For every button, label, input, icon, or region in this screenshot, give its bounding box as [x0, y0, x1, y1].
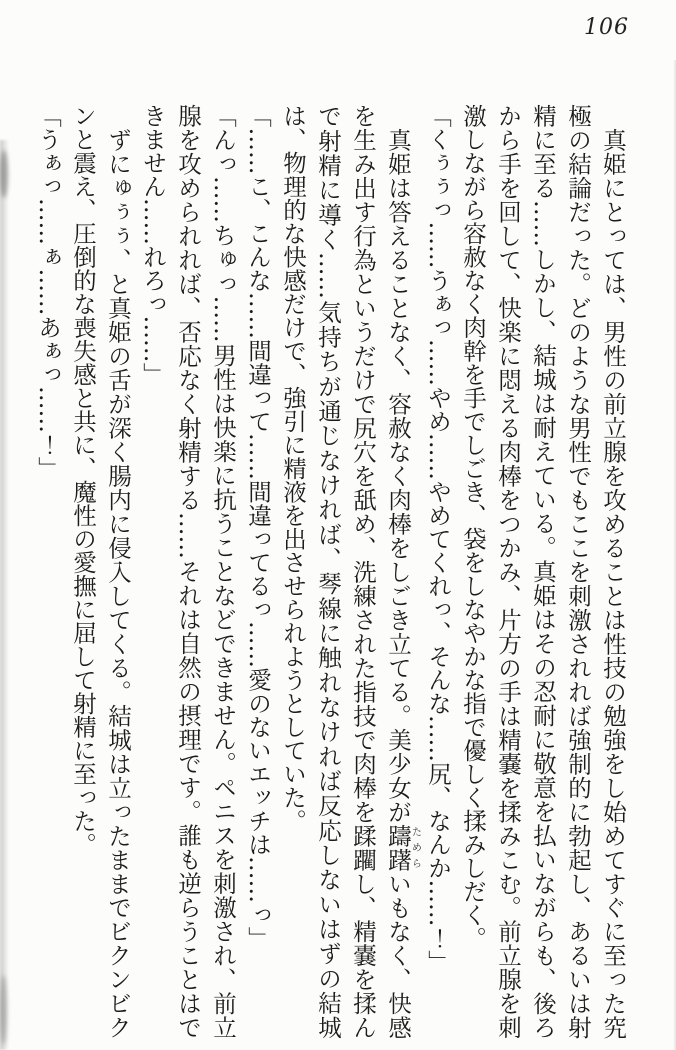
paragraph: 真姫にとっては、男性の前立腺を攻めることは性技の勉強をし始めてすぐに至った究極の結論だった。どのような男性でもここを刺激されれば強制的に勃起し、あるいは射精に至る……しかし、結城は耐えている。真姫はその忍耐に敬意を払いながらも、後ろから手を回して、快楽に悶える肉棒をつかみ、片方の手は精嚢を揉みこむ。前立腺を刺激しながら容赦なく肉幹を手でしごき、袋をしなやかな指で優しく揉みしだく。 [459, 104, 627, 1039]
scan-artifact-left-edge [0, 140, 9, 1050]
page-number: 106 [584, 15, 629, 40]
scan-artifact-smudge-bottom [0, 975, 7, 1045]
paragraph: 「んっ……ちゅっ……男性は快楽に抗うことなどできません。ペニスを刺激され、前立腺を攻められれば、否応なく射精する……それは自然の摂理です。誰も逆らうことはできません……れろっ……」 [139, 104, 237, 1039]
paragraph: 「……こ、こんな……間違って……間違ってるっ……愛のないエッチは……っ」 [244, 104, 272, 950]
paragraph: 「くぅぅっ……うぁっ……やめ……やめてくれっ、そんな……尻、なんか……！」 [424, 104, 452, 974]
paragraph: ずにゅぅぅ、と真姫の舌が深く腸内に侵入してくる。結城は立ったままでビクンビクンと震え、圧倒的な喪失感と共に、魔性の愛撫に屈して射精に至った。 [69, 104, 132, 1039]
paragraph: 真姫は答えることなく、容赦なく肉棒をしごき立てる。美少女が躊躇ためらいもなく、快感を生み出す行為というだけで尻穴を舐め、洗練された指技で肉棒を蹂躙し、精嚢を揉んで射精に導く……気持ちが通じなければ、琴線に触れなければ反応しないはずの結城は、物理的な快感だけで、強引に精液を出させられようとしていた。 [279, 104, 421, 1040]
text-block [30, 104, 630, 1039]
scan-artifact-smudge-top [0, 150, 8, 198]
ruby-annotated-word: 躊躇ためら [384, 823, 421, 872]
paragraph: 「うぁっ……ぁ……あぁっ……！」 [34, 104, 62, 480]
